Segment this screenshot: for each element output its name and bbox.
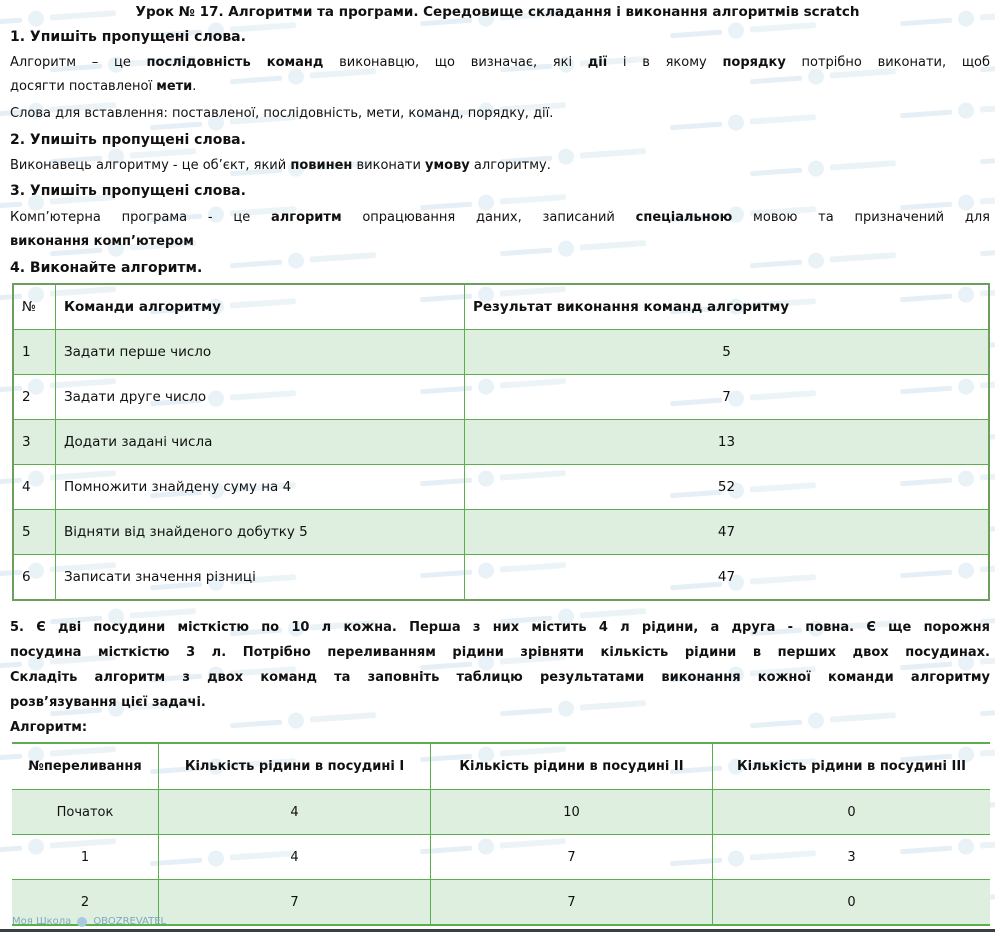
vessel-2-amount: 7 [431, 880, 713, 926]
vessel-2-amount: 7 [431, 835, 713, 880]
watermark-school-text: Моя Школа [12, 916, 72, 927]
table-row [13, 420, 989, 465]
command-text: Помножити знайдену суму на 4 [56, 465, 465, 510]
filled-answer: дії [587, 55, 608, 70]
sentence-text: виконати [352, 158, 426, 173]
filled-answer: мети [156, 79, 193, 94]
lesson-title: Урок № 17. Алгоритми та програми. Середовище складання і виконання алгоритмів scratch [135, 4, 860, 20]
header-result: Результат виконання команд алгоритму [465, 284, 990, 330]
filled-answer: виконання комп’ютером [10, 234, 194, 249]
task3-sentence-line2 [10, 233, 990, 251]
header-vessel-1: Кількість рідини в посудині І [159, 743, 431, 790]
header-vessel-3: Кількість рідини в посудині ІІІ [713, 743, 991, 790]
sentence-text: алгоритму. [469, 158, 551, 173]
result-value: 47 [465, 510, 990, 555]
sentence-text: потрібно виконати, щоб [785, 55, 991, 70]
table-row [13, 375, 989, 420]
table-row [13, 330, 989, 375]
task5-text-line-3: Складіть алгоритм з двох команд та заповніть таблицю результатами виконання кожної команди алгоритму [10, 670, 990, 685]
step-number: 6 [13, 555, 56, 601]
vessel-3-amount: 0 [713, 790, 991, 835]
table-row [12, 835, 990, 880]
sentence-text: Комп’ютерна програма - це [10, 210, 271, 225]
filled-answer: алгоритм [270, 210, 342, 225]
result-value: 47 [465, 555, 990, 601]
table-row [13, 510, 989, 555]
sentence-text: мовою та призначений для [732, 210, 990, 225]
task5-text-line-4: розв’язування цієї задачі. [10, 695, 206, 710]
vessel-1-amount: 4 [159, 790, 431, 835]
filled-answer: спеціальною [635, 210, 733, 225]
step-number: 2 [13, 375, 56, 420]
vessel-1-amount: 4 [159, 835, 431, 880]
sentence-text: Виконавець алгоритму - це об’єкт, який [10, 158, 291, 173]
sentence-text: Алгоритм – це [10, 55, 147, 70]
command-text: Записати значення різниці [56, 555, 465, 601]
watermark-caption [12, 915, 166, 928]
watermark-brand-text: OBOZREVATEL [93, 916, 167, 927]
task3-sentence [10, 209, 990, 227]
algorithm-label: Алгоритм: [10, 720, 88, 735]
sentence-text: опрацювання даних, записаний [341, 210, 636, 225]
header-commands: Команди алгоритму [56, 284, 465, 330]
result-value: 5 [465, 330, 990, 375]
table-row [13, 555, 989, 601]
pour-step: 1 [12, 835, 159, 880]
pouring-table [12, 742, 990, 926]
sentence-text: і в якому [607, 55, 723, 70]
filled-answer: повинен [290, 158, 353, 173]
result-value: 7 [465, 375, 990, 420]
task1-sentence-line2 [10, 78, 990, 96]
task2-heading: 2. Упишіть пропущені слова. [10, 132, 246, 148]
result-value: 13 [465, 420, 990, 465]
step-number: 4 [13, 465, 56, 510]
sentence-text: виконавцю, що визначає, які [323, 55, 588, 70]
filled-answer: послідовність команд [146, 55, 324, 70]
vessel-3-amount: 0 [713, 880, 991, 926]
arrow-circle-icon [77, 917, 87, 927]
vessel-2-amount: 10 [431, 790, 713, 835]
header-pour-number: №переливання [12, 743, 159, 790]
filled-answer: умову [425, 158, 470, 173]
task2-sentence [10, 157, 990, 175]
task5-text-line-2: посудина місткістю 3 л. Потрібно переливанням рідини зрівняти кількість рідини в перших двох посудинах. [10, 645, 990, 660]
task5-text-line-1: 5. Є дві посудини місткістю по 10 л кожна. Перша з них містить 4 л рідини, а друга - повна. Є ще порожня [10, 620, 990, 635]
sentence-text: досягти поставленої [10, 79, 157, 94]
vessel-3-amount: 3 [713, 835, 991, 880]
header-number: № [13, 284, 56, 330]
task1-words: Слова для вставлення: поставленої, послідовність, мети, команд, порядку, дії. [10, 106, 554, 121]
header-vessel-2: Кількість рідини в посудині ІІ [431, 743, 713, 790]
command-text: Відняти від знайденого добутку 5 [56, 510, 465, 555]
vessel-1-amount: 7 [159, 880, 431, 926]
task1-sentence [10, 54, 990, 72]
result-value: 52 [465, 465, 990, 510]
task1-heading: 1. Упишіть пропущені слова. [10, 29, 246, 45]
table-row [13, 465, 989, 510]
table-header-row [12, 743, 990, 790]
pour-step: 2 [12, 880, 159, 926]
pour-step: Початок [12, 790, 159, 835]
sentence-text: . [192, 79, 197, 94]
step-number: 5 [13, 510, 56, 555]
filled-answer: порядку [722, 55, 786, 70]
command-text: Задати перше число [56, 330, 465, 375]
algorithm-table [12, 283, 990, 601]
table-row [12, 790, 990, 835]
task3-heading: 3. Упишіть пропущені слова. [10, 183, 246, 199]
command-text: Задати друге число [56, 375, 465, 420]
step-number: 1 [13, 330, 56, 375]
task4-heading: 4. Виконайте алгоритм. [10, 260, 203, 276]
command-text: Додати задані числа [56, 420, 465, 465]
step-number: 3 [13, 420, 56, 465]
table-header-row [13, 284, 989, 330]
